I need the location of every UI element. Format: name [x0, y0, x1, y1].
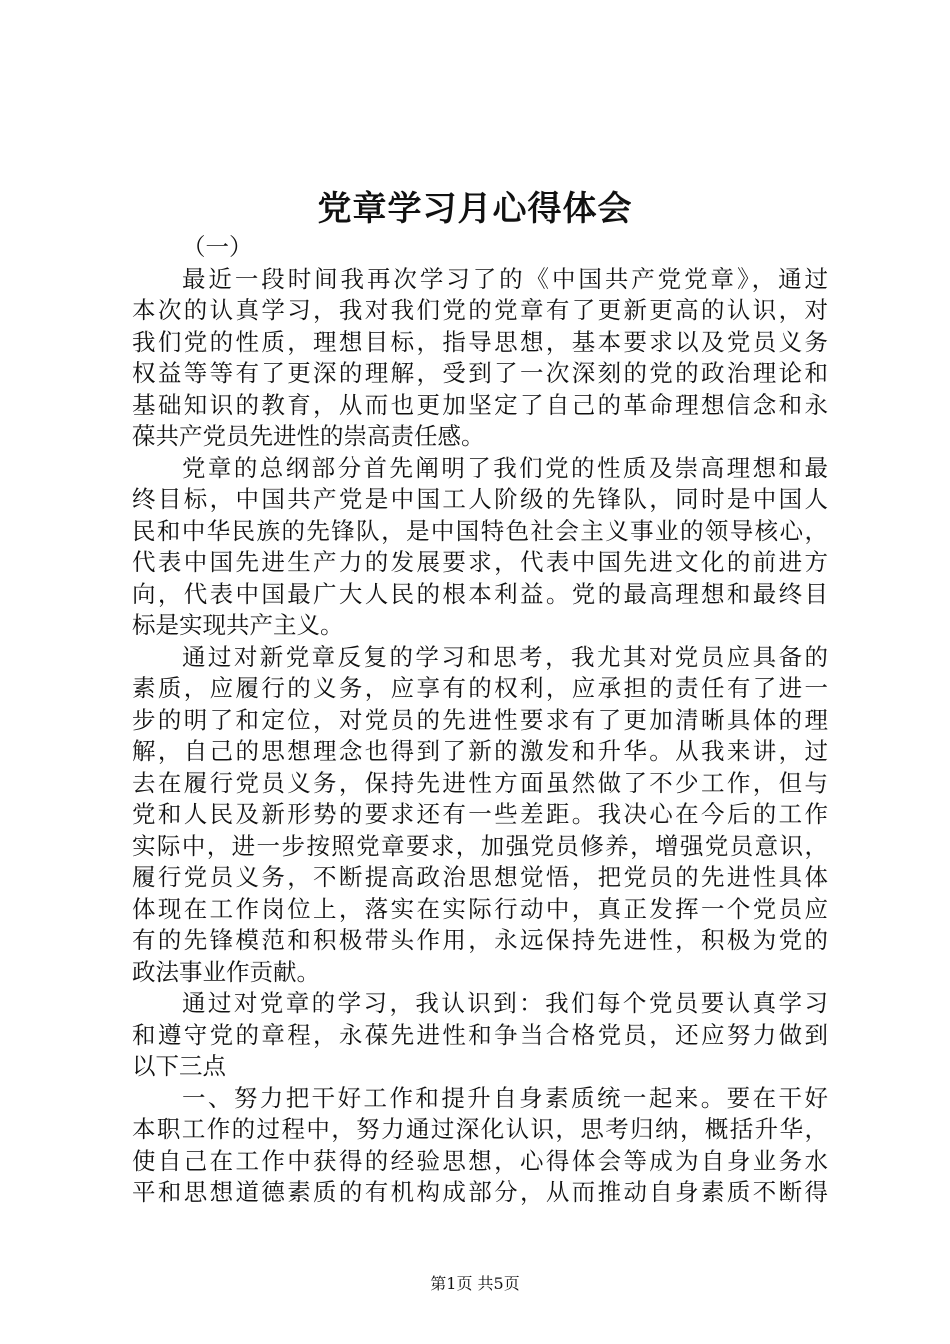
body-line: 最近一段时间我再次学习了的《中国共产党党章》，通过	[182, 264, 828, 293]
body-line: 基础知识的教育，从而也更加坚定了自己的革命理想信念和永	[132, 390, 828, 419]
body-line: 以下三点	[132, 1052, 226, 1080]
body-line: 通过对党章的学习，我认识到：我们每个党员要认真学习	[182, 989, 828, 1017]
body-line: 去在履行党员义务，保持先进性方面虽然做了不少工作，但与	[132, 768, 828, 797]
body-line: 政法事业作贡献。	[132, 957, 320, 986]
body-line: 步的明了和定位，对党员的先进性要求有了更加清晰具体的理	[132, 705, 828, 734]
body-line: 向，代表中国最广大人民的根本利益。党的最高理想和最终目	[132, 579, 828, 608]
body-line: 和遵守党的章程，永葆先进性和争当合格党员，还应努力做到	[132, 1020, 828, 1049]
document-title: 党章学习月心得体会	[317, 189, 633, 229]
body-line: 素质，应履行的义务，应享有的权利，应承担的责任有了进一	[132, 674, 828, 702]
body-line: 权益等等有了更深的理解，受到了一次深刻的党的政治理论和	[132, 359, 828, 387]
body-line: 有的先锋模范和积极带头作用，永远保持先进性，积极为党的	[132, 926, 828, 954]
body-line: （一）	[182, 233, 253, 261]
page-footer: 第1页 共5页	[430, 1274, 520, 1293]
body-line: 党章的总纲部分首先阐明了我们党的性质及崇高理想和最	[182, 453, 828, 482]
body-line: 使自己在工作中获得的经验思想，心得体会等成为自身业务水	[132, 1146, 828, 1175]
body-line: 解，自己的思想理念也得到了新的激发和升华。从我来讲，过	[132, 737, 828, 765]
body-line: 我们党的性质，理想目标，指导思想，基本要求以及党员义务	[132, 327, 828, 356]
body-line: 履行党员义务，不断提高政治思想觉悟，把党员的先进性具体	[132, 863, 828, 891]
body-line: 平和思想道德素质的有机构成部分，从而推动自身素质不断得	[132, 1178, 828, 1206]
body-line: 葆共产党员先进性的崇高责任感。	[132, 422, 485, 450]
body-line: 党和人民及新形势的要求还有一些差距。我决心在今后的工作	[132, 800, 828, 828]
body-line: 本职工作的过程中，努力通过深化认识，思考归纳，概括升华，	[132, 1115, 828, 1143]
document-body	[132, 232, 828, 1209]
body-line: 民和中华民族的先锋队，是中国特色社会主义事业的领导核心，	[132, 516, 828, 545]
body-line: 实际中，进一步按照党章要求，加强党员修养，增强党员意识，	[132, 831, 828, 860]
body-line: 体现在工作岗位上，落实在实际行动中，真正发挥一个党员应	[132, 894, 828, 923]
body-line: 本次的认真学习，我对我们党的党章有了更新更高的认识，对	[132, 296, 828, 324]
body-line: 通过对新党章反复的学习和思考，我尤其对党员应具备的	[182, 642, 828, 671]
body-line: 代表中国先进生产力的发展要求，代表中国先进文化的前进方	[132, 548, 828, 576]
body-line: 一、努力把干好工作和提升自身素质统一起来。要在干好	[182, 1083, 828, 1112]
body-line: 标是实现共产主义。	[132, 611, 344, 639]
body-line: 终目标，中国共产党是中国工人阶级的先锋队，同时是中国人	[132, 485, 828, 513]
